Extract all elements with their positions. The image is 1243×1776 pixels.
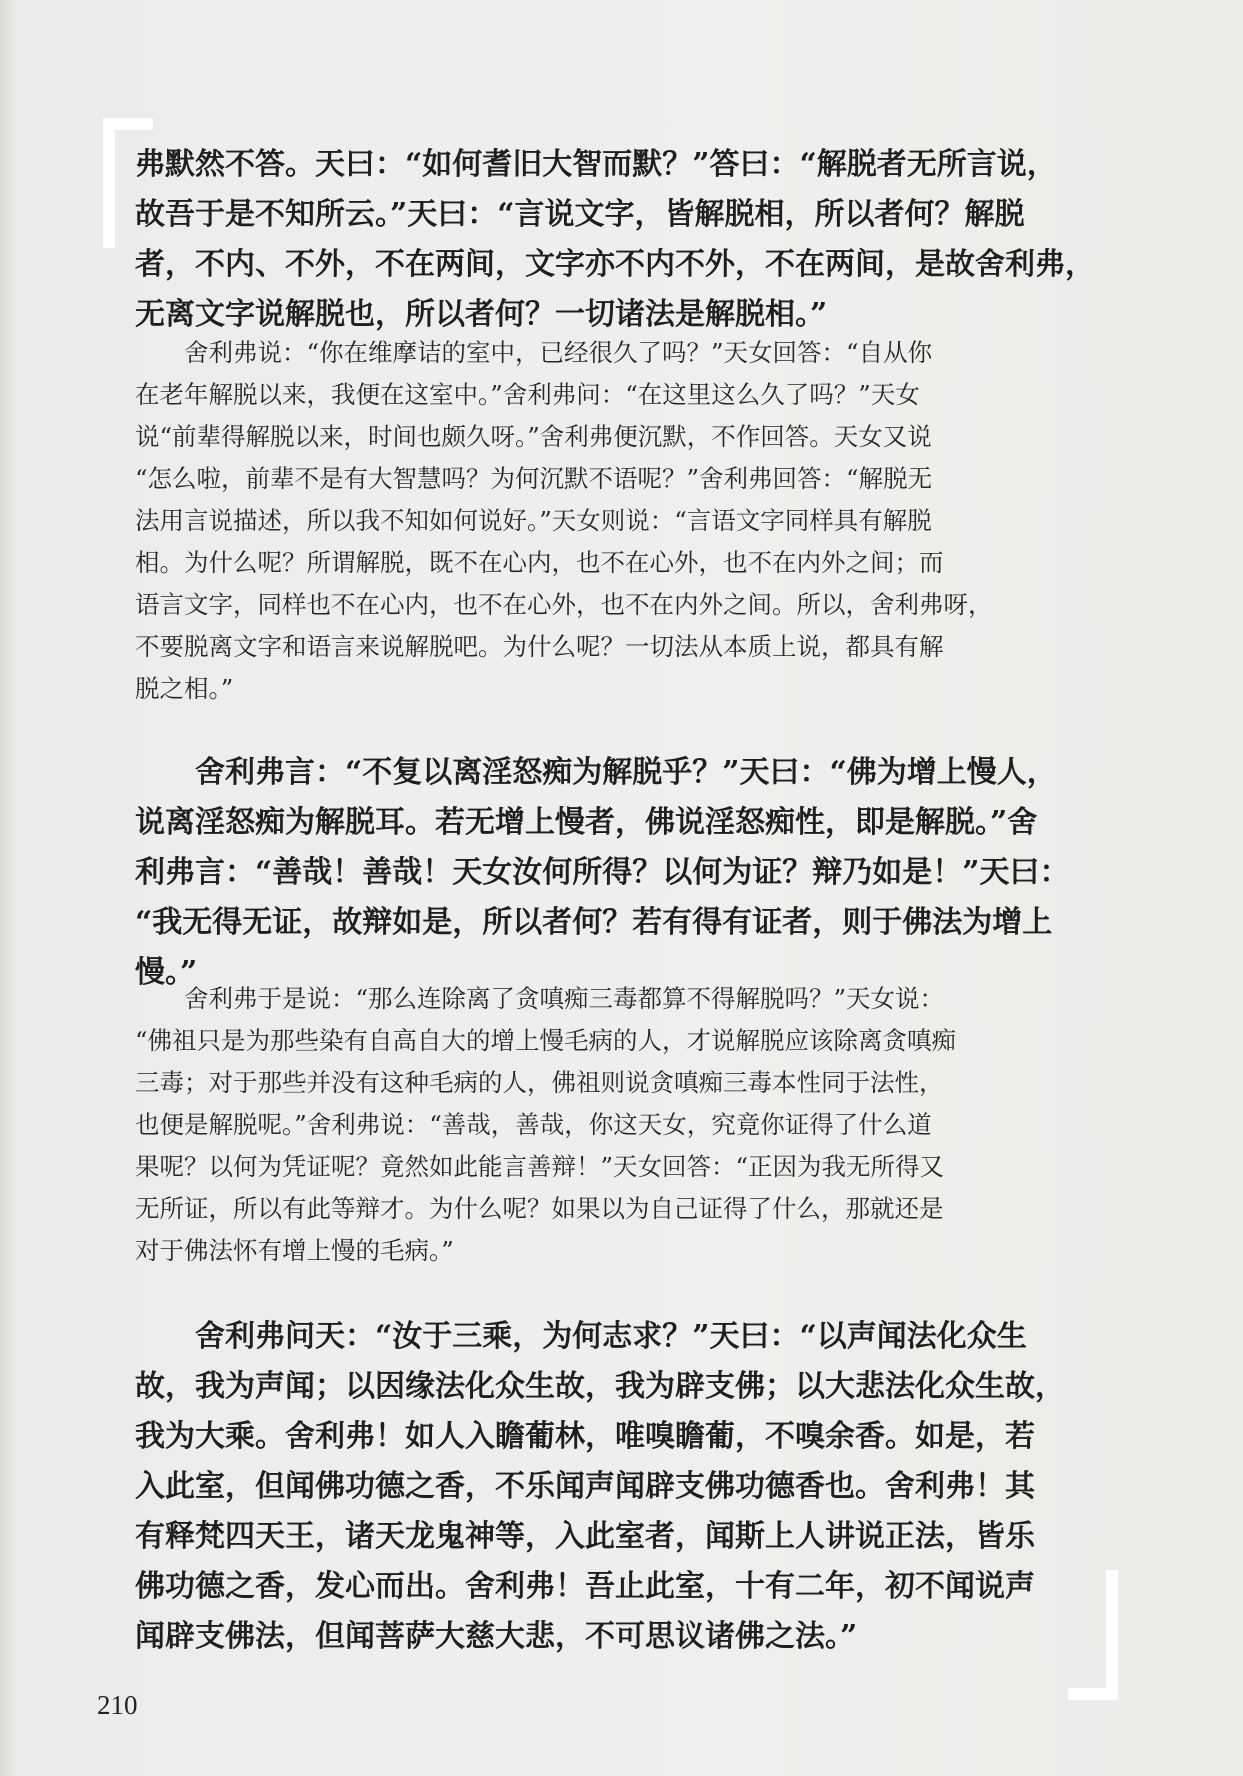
text-line: 三毒；对于那些并没有这种毛病的人，佛祖则说贪嗔痴三毒本性同于法性， [135, 1068, 944, 1097]
text-line: 无所证，所以有此等辩才。为什么呢？如果以为自己证得了什么，那就还是 [135, 1194, 944, 1223]
text-line: 我为大乘。舍利弗！如人入瞻葡林，唯嗅瞻葡，不嗅余香。如是，若 [135, 1419, 1035, 1454]
text-line: 佛功德之香，发心而出。舍利弗！吾止此室，十有二年，初不闻说声 [135, 1569, 1035, 1604]
text-line: 对于佛法怀有增上慢的毛病。” [135, 1236, 454, 1265]
text-line: “怎么啦，前辈不是有大智慧吗？为何沉默不语呢？”舍利弗回答：“解脱无 [135, 464, 933, 493]
original-text-block-1 [135, 140, 1095, 340]
text-line: “我无得无证，故辩如是，所以者何？若有得有证者，则于佛法为增上 [135, 905, 1053, 940]
translation-block-1 [135, 332, 1085, 710]
translation-block-2 [135, 978, 1085, 1272]
text-line: 说“前辈得解脱以来，时间也颇久呀。”舍利弗便沉默，不作回答。天女又说 [135, 422, 932, 451]
text-line: 故，我为声闻；以因缘法化众生故，我为辟支佛；以大悲法化众生故， [135, 1369, 1065, 1404]
text-line: 舍利弗于是说：“那么连除离了贪嗔痴三毒都算不得解脱吗？”天女说： [135, 984, 945, 1013]
text-line: 相。为什么呢？所谓解脱，既不在心内，也不在心外，也不在内外之间；而 [135, 548, 944, 577]
text-line: 法用言说描述，所以我不知如何说好。”天女则说：“言语文字同样具有解脱 [135, 506, 932, 535]
text-line: “佛祖只是为那些染有自高自大的增上慢毛病的人，才说解脱应该除离贪嗔痴 [135, 1026, 957, 1055]
text-line: 慢。” [135, 955, 198, 990]
text-line: 也便是解脱呢。”舍利弗说：“善哉，善哉，你这天女，究竟你证得了什么道 [135, 1110, 932, 1139]
text-line: 无离文字说解脱也，所以者何？一切诸法是解脱相。” [135, 297, 828, 332]
text-line: 说离淫怒痴为解脱耳。若无增上慢者，佛说淫怒痴性，即是解脱。”舍 [135, 805, 1038, 840]
text-line: 利弗言：“善哉！善哉！天女汝何所得？以何为证？辩乃如是！”天曰： [135, 855, 1070, 890]
text-line: 闻辟支佛法，但闻菩萨大慈大悲，不可思议诸佛之法。” [135, 1619, 858, 1654]
text-line: 故吾于是不知所云。”天曰：“言说文字，皆解脱相，所以者何？解脱 [135, 197, 1025, 232]
text-line: 舍利弗说：“你在维摩诘的室中，已经很久了吗？”天女回答：“自从你 [135, 338, 933, 367]
original-text-block-2 [135, 748, 1085, 998]
text-line: 舍利弗言：“不复以离淫怒痴为解脱乎？”天曰：“佛为增上慢人， [135, 755, 1057, 790]
text-line: 脱之相。” [135, 674, 234, 703]
text-line: 者，不内、不外，不在两间，文字亦不内不外，不在两间，是故舍利弗， [135, 247, 1095, 282]
page-number: 210 [97, 1690, 138, 1720]
text-line: 在老年解脱以来，我便在这室中。”舍利弗问：“在这里这么久了吗？”天女 [135, 380, 920, 409]
text-line: 不要脱离文字和语言来说解脱吧。为什么呢？一切法从本质上说，都具有解 [135, 632, 944, 661]
text-line: 语言文字，同样也不在心内，也不在心外，也不在内外之间。所以，舍利弗呀， [135, 590, 993, 619]
text-line: 入此室，但闻佛功德之香，不乐闻声闻辟支佛功德香也。舍利弗！其 [135, 1469, 1035, 1504]
text-line: 果呢？以何为凭证呢？竟然如此能言善辩！”天女回答：“正因为我无所得又 [135, 1152, 945, 1181]
original-text-block-3 [135, 1312, 1085, 1662]
text-line: 弗默然不答。天曰：“如何耆旧大智而默？”答曰：“解脱者无所言说， [135, 147, 1057, 182]
text-line: 舍利弗问天：“汝于三乘，为何志求？”天曰：“以声闻法化众生 [135, 1319, 1027, 1354]
text-line: 有释梵四天王，诸天龙鬼神等，入此室者，闻斯上人讲说正法，皆乐 [135, 1519, 1035, 1554]
